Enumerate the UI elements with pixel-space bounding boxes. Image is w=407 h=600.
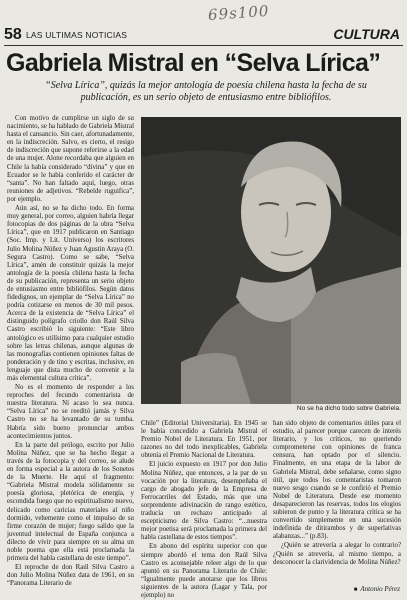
paragraph: No es el momento de responder a los reproches del fecundo comentarista de nuestra literatura. Ni acaso lo sea nunca. “Selva Lírica” no se reeditó jamás y Silva Castro no se ha levantado de su tumba. Habría sido bueno pronunciar ambos acontecimientos juntos. bbox=[7, 384, 134, 440]
article-title: Gabriela Mistral en “Selva Lírica” bbox=[6, 49, 381, 77]
handwritten-archive-number: 69s100 bbox=[207, 1, 270, 25]
portrait-image bbox=[141, 117, 401, 404]
paragraph: En la parte del prólogo, escrito por Julio Molina Núñez, que se ha hecho llegar a través de la fotocopia y del correo, se alude en forma especial a la autora de los Sonetos de la Muerte. He aquí el fragmento: “Gabriela Mistral modela sólidamente su poesía gloriosa, pletórica de energía, y escondida fuego que no espiritualismo nuevo, delicado como caricias materiales al niño dormido, vehemente como el impulso de su firme corazón de mujer; fuego salido que la juventud intelectual de España conjunca a dilecto de vivir para siempre en su alma un noble poema que ella está proclamada la primera del habla castellana de este tiempo”. bbox=[7, 441, 134, 563]
paragraph: El juicio expuesto en 1917 por don Julio Molina Núñez, que entonces, a la par de su vocación por la literatura, desempeñaba el cargo de abogado jefe de la Empresa de Ferrocarriles del Estado, más que una sorprendente adivinación de rango estético, traducía un rechazo anticipado al escepticismo de Silva Castro: “...nuestra mejor poetisa será proclamada la primera del habla castellana de estos tiempos”. bbox=[141, 461, 267, 542]
portrait-photo bbox=[141, 117, 401, 404]
bullet-icon: ■ bbox=[353, 587, 358, 593]
article-lead: “Selva Lírica”, quizás la mejor antología de poesía chilena hasta la fecha de su publicación, es un serio objeto de entusiasmo entre bibliófilos. bbox=[45, 80, 367, 103]
paragraph: Chile” (Editorial Universitaria). En 1945 se le había concedido a Gabriela Mistral el Premio Nobel de Literatura. En 1951, por razones no del todo inexplicables, Gabriela obtenía el Premio Nacional de Literatura. bbox=[141, 420, 267, 460]
paragraph: Con motivo de cumplirse un siglo de su nacimiento, se ha hablado de Gabriela Mistral hasta el cansancio. Sin caer, afortunadamente, en la indiscreción. Salvo, es cierto, el resigo de indiscreción que supone referirse a la edad de una mujer. Alone recordaba que alguien en Chile la había considerado “divina” y que en Ecuador se le había conferido el carácter de “santa”. No han faltado aquí, luego, otras reuniones de adjetivos. “Rebelde ruguifica”, por ejemplo. bbox=[7, 115, 134, 203]
article-column-3 bbox=[273, 420, 401, 580]
header-rule bbox=[4, 45, 403, 46]
paragraph: ¿Quién se atrevería a alegar lo contrario? ¿Quién se atrevería, al mismo tiempo, a desconocer la clarividencia de Molina Núñez? bbox=[273, 542, 401, 566]
author-name: Antonio Pérez bbox=[360, 585, 400, 593]
article-column-1 bbox=[7, 115, 134, 588]
section-name: CULTURA bbox=[333, 26, 400, 42]
article-column-2 bbox=[141, 420, 267, 599]
paragraph: han sido objeto de comentarios útiles para el estudio, al parecer porque carecen de interés literario, y los críticos, no queriendo comprometerse con opiniones de franca censura, han optado por el silencio. Finalmente, en una etapa de la labor de Gabriela Mistral, debe señalarse, como signo útil, que todos los comentaristas tomaron nuevo sesgo cuando se le confirió el Premio Nobel de Literatura. Desde ese momento desaparecieron las reservas, todos los elogios subieron de punto y la literatura crítica se ha convertido simplemente en una sucesión indefinida de ditirambos y de superlativas alabanzas...” (p.83). bbox=[273, 420, 401, 541]
page-header bbox=[4, 26, 402, 44]
paragraph: Aún así, no se ha dicho todo. En forma muy general, por correo, alguien habría llegar fotocopias de dos páginas de la obra “Selva Lírica”, que en 1917 publicaron en Santiago (Soc. Imp. y Lit. Universo) los escritores Julio Molina Núñez y Juan Agustín Araya (O. Segura Castro). Como se sabe, “Selva Lírica”, amén de constituir quizás la mejor antología de la poesía chilena hasta la fecha de su publicación, representa un serio objeto de entusiasmo entre bibliófilos. Según datos fidedignos, un ejemplar de “Selva Lírica” no podría cotizarse en menos de 30 mil pesos. Acerca de la existencia de “Selva Lírica” el distinguido polígrafo criollo don Raúl Silva Castro escribió lo siguiente: “Este libro antológico es utilísimo para cualquier estudio sobre las letras chilenas, aunque algunas de las monografías contienen opiniones faltas de ponderación y de tino y escritas, inclusive, en lenguaje que dista mucho de convenir a la más elemental cultura crítica”. bbox=[7, 205, 134, 382]
paragraph: En abono del espíritu superior con que siempre abordó el tema don Raúl Silva Castro es aconsejable releer algo de lo que apuntó en su Panorama Literario de Chile: “Igualmente puede anotarse que los libros siguientes de la autora (Lagar y Tala, por ejemplo) no bbox=[141, 543, 267, 599]
page-number: 58 bbox=[4, 26, 22, 43]
author-byline bbox=[300, 585, 400, 593]
publication-name: LAS ULTIMAS NOTICIAS bbox=[26, 30, 128, 40]
photo-caption: No se ha dicho todo sobre Gabriela. bbox=[296, 405, 401, 412]
paragraph: El reproche de don Raúl Silva Castro a don Julio Molina Núñez data de 1961, en su “Panorama Literario de bbox=[7, 564, 134, 588]
